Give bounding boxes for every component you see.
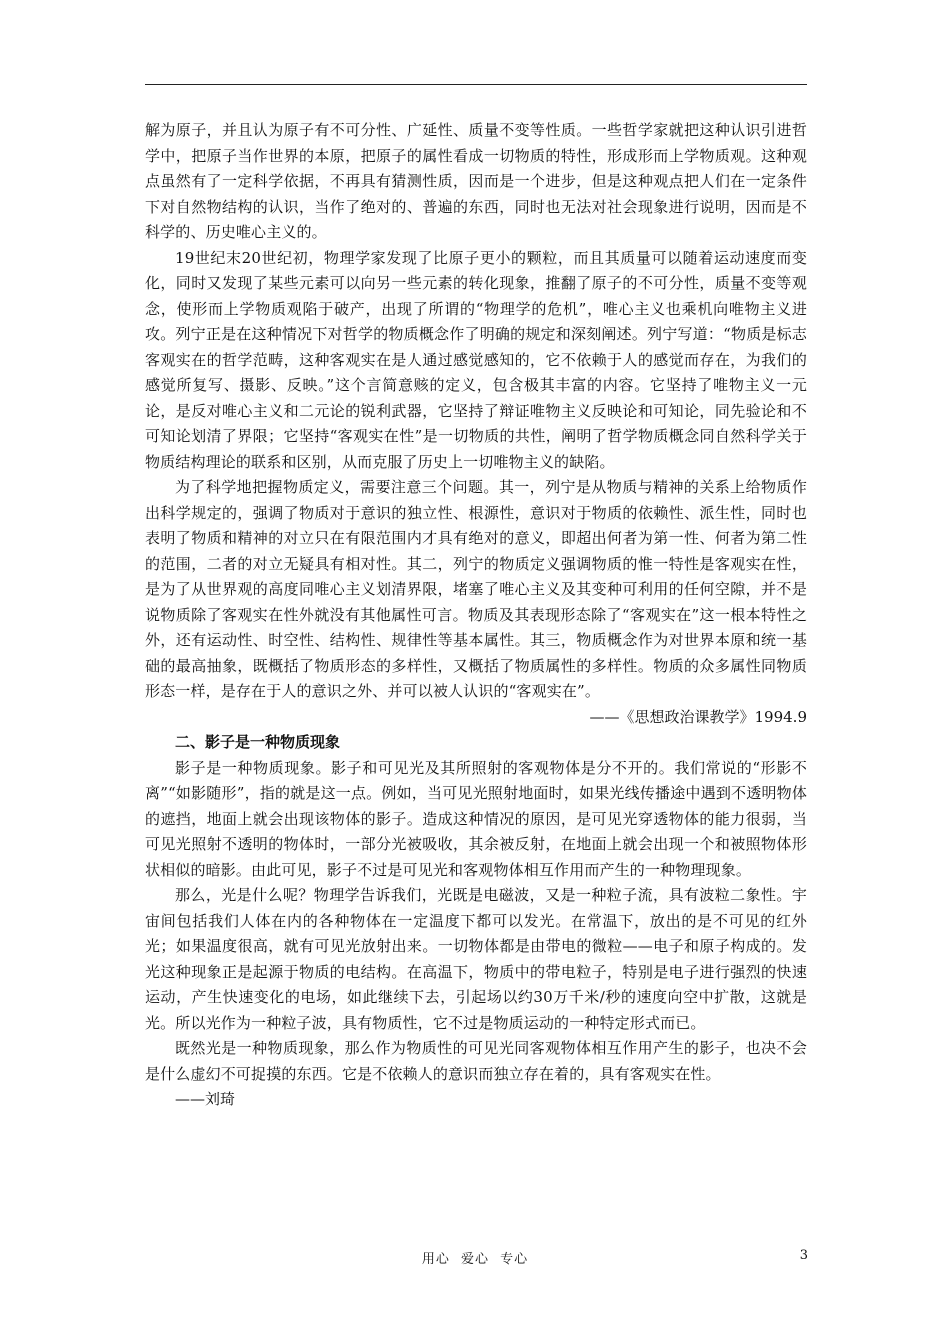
paragraph-lenin-definition: 19世纪末20世纪初，物理学家发现了比原子更小的颗粒，而且其质量可以随着运动速度而变化，同时又发现了某些元素可以向另一些元素的转化现象，推翻了原子的不可分性，质量不变等观念，使形而上学物质观陷于破产，出现了所谓的“物理学的危机”，唯心主义也乘机向唯物主义进攻。列宁正是在这种情况下对哲学的物质概念作了明确的规定和深刻阐述。列宁写道：“物质是标志客观实在的哲学范畴，这种客观实在是人通过感觉感知的，它不依赖于人的感觉而存在，为我们的感觉所复写、摄影、反映。”这个言简意赅的定义，包含极其丰富的内容。它坚持了唯物主义一元论，是反对唯心主义和二元论的锐利武器，它坚持了辩证唯物主义反映论和可知论，同先验论和不可知论划清了界限；它坚持“客观实在性”是一切物质的共性，阐明了哲学物质概念同自然科学关于物质结构理论的联系和区别，从而克服了历史上一切唯物主义的缺陷。 xyxy=(145,248,807,471)
paragraph-atomic-materialism: 解为原子，并且认为原子有不可分性、广延性、质量不变等性质。一些哲学家就把这种认识引进哲学中，把原子当作世界的本原，把原子的属性看成一切物质的特性，形成形而上学物质观。这种观点虽然有了一定科学依据，不再具有猜测性质，因而是一个进步，但是这种观点把人们在一定条件下对自然物结构的认识，当作了绝对的、普遍的东西，同时也无法对社会现象进行说明，因而是不科学的、历史唯心主义的。 xyxy=(145,121,807,241)
footer-motto: 用心 爱心 专心 xyxy=(421,1252,529,1267)
page-number: 3 xyxy=(799,1248,808,1263)
paragraph-three-issues: 为了科学地把握物质定义，需要注意三个问题。其一，列宁是从物质与精神的关系上给物质作出科学规定的，强调了物质对于意识的独立性、根源性，意识对于物质的依赖性、派生性，同时也表明了物质和精神的对立只在有限范围内才具有绝对的意义，即超出何者为第一性、何者为第二性的范围，二者的对立无疑具有相对性。其二，列宁的物质定义强调物质的惟一特性是客观实在性，是为了从世界观的高度同唯心主义划清界限，堵塞了唯心主义及其变种可利用的任何空隙，并不是说物质除了客观实在性外就没有其他属性可言。物质及其表现形态除了“客观实在”这一根本特性之外，还有运动性、时空性、结构性、规律性等基本属性。其三，物质概念作为对世界本原和统一基础的最高抽象，既概括了物质形态的多样性，又概括了物质属性的多样性。物质的众多属性同物质形态一样，是存在于人的意识之外、并可以被人认识的“客观实在”。 xyxy=(145,478,807,700)
author-line: ——刘琦 xyxy=(175,1090,236,1108)
citation-source: ——《思想政治课教学》1994.9 xyxy=(589,707,807,726)
paragraph-shadow-phenomenon: 影子是一种物质现象。影子和可见光及其所照射的客观物体是分不开的。我们常说的“形影不离”“如影随形”，指的就是这一点。例如，当可见光照射地面时，如果光线传播途中遇到不透明物体的遮挡，地面上就会出现该物体的影子。造成这种情况的原因，是可见光穿透物体的能力很弱，当可见光照射不透明的物体时，一部分光被吸收，其余被反射，在地面上就会出现一个和被照物体形状相似的暗影。由此可见，影子不过是可见光和客观物体相互作用而产生的一种物理现象。 xyxy=(145,758,807,879)
paragraph-what-is-light: 那么，光是什么呢？物理学告诉我们，光既是电磁波，又是一种粒子流，具有波粒二象性。宇宙间包括我们人体在内的各种物体在一定温度下都可以发光。在常温下，放出的是不可见的红外光；如果温度很高，就有可见光放射出来。一切物体都是由带电的微粒——电子和原子构成的。发光这种现象正是起源于物质的电结构。在高温下，物质中的带电粒子，特别是电子进行强烈的快速运动，产生快速变化的电场，如此继续下去，引起场以约30万千米/秒的速度向空中扩散，这就是光。所以光作为一种粒子波，具有物质性，它不过是物质运动的一种特定形式而已。 xyxy=(145,886,807,1032)
section-heading: 二、影子是一种物质现象 xyxy=(175,733,341,751)
paragraph-conclusion: 既然光是一种物质现象，那么作为物质性的可见光同客观物体相互作用产生的影子，也决不会是什么虚幻不可捉摸的东西。它是不依赖人的意识而独立存在着的，具有客观实在性。 xyxy=(145,1039,807,1083)
header-rule xyxy=(145,84,807,85)
document-body xyxy=(145,118,807,1113)
